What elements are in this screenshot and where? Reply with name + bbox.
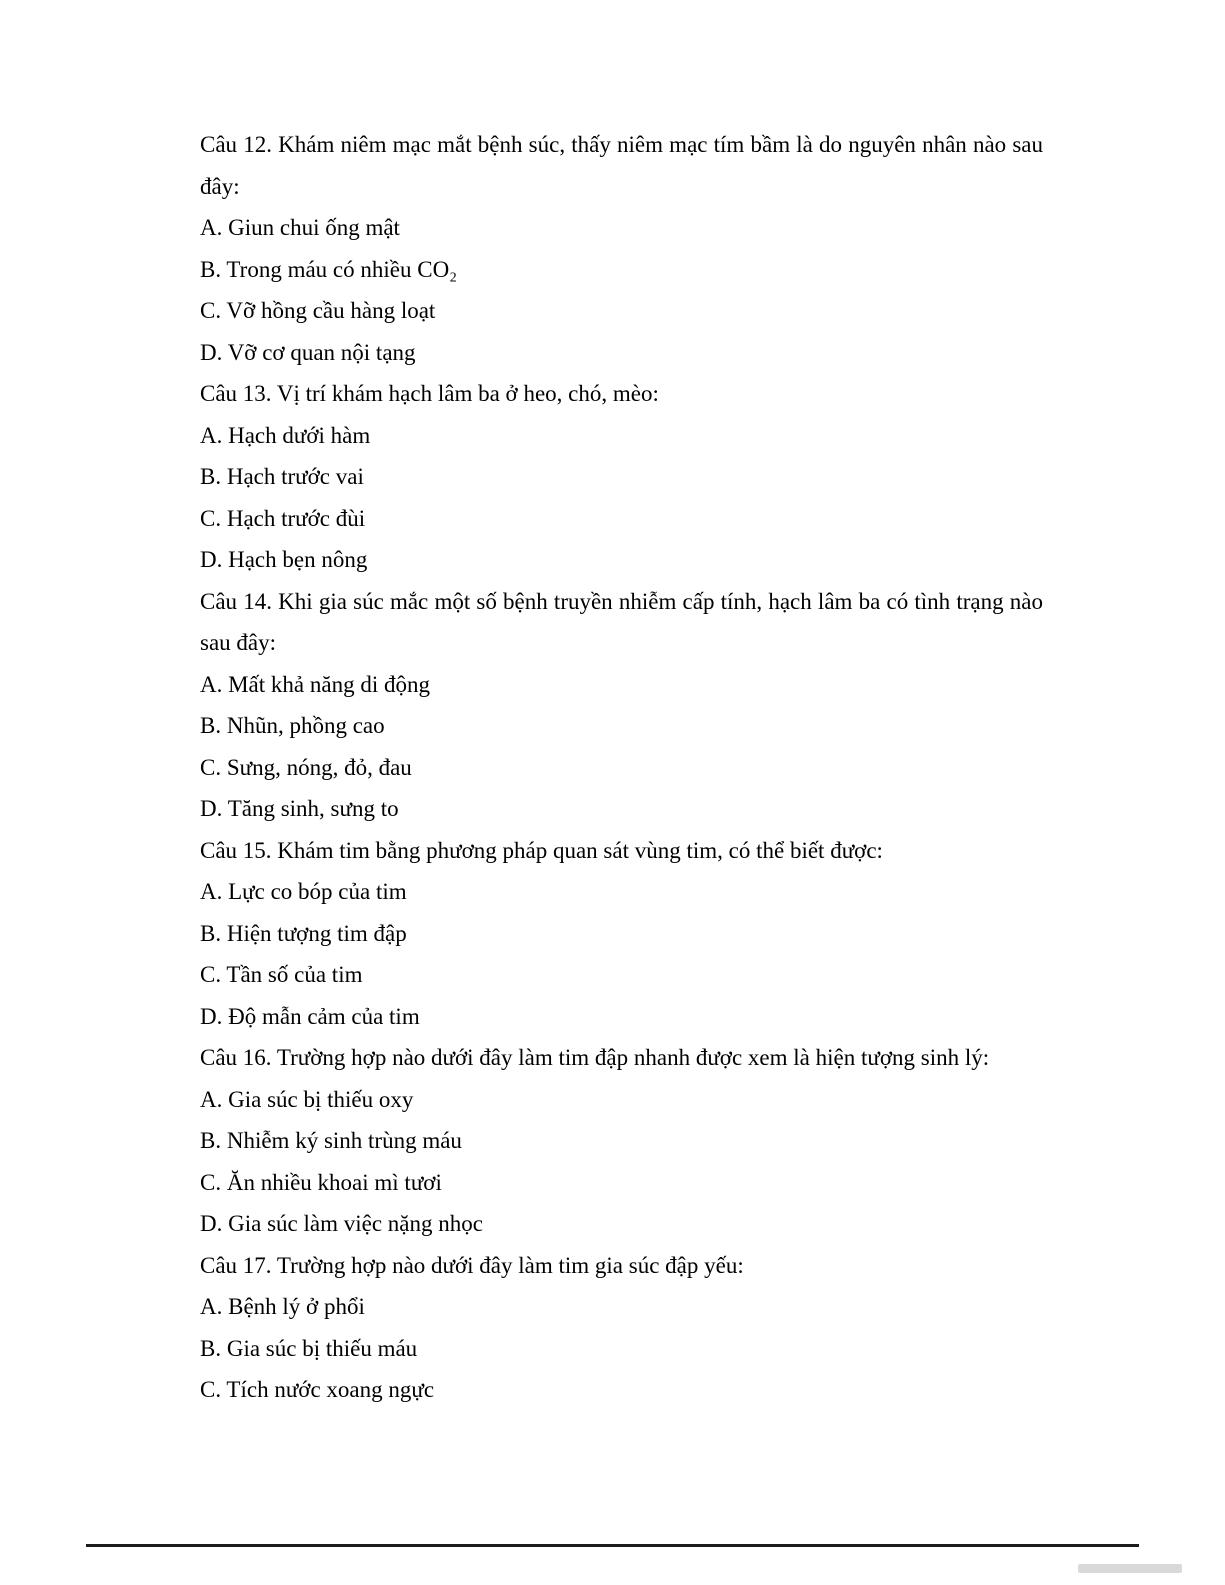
question-option: C. Sưng, nóng, đỏ, đau xyxy=(200,754,412,780)
question-option: A. Lực co bóp của tim xyxy=(200,879,407,904)
question-option: A. Mất khả năng di động xyxy=(200,671,430,697)
question-option: C. Tích nước xoang ngực xyxy=(200,1377,435,1402)
questions xyxy=(200,124,1043,1411)
question-stem: Câu 14. Khi gia súc mắc một số bệnh truyền nhiễm cấp tính, hạch lâm ba có tình trạng nào sau đây: xyxy=(200,588,1043,655)
question-option: C. Vỡ hồng cầu hàng loạt xyxy=(200,298,436,323)
question-option: D. Gia súc làm việc nặng nhọc xyxy=(200,1211,483,1236)
question-option: B. Nhiễm ký sinh trùng máu xyxy=(200,1128,462,1153)
footer-rule xyxy=(86,1544,1139,1547)
question-option: B. Trong máu có nhiều CO₂ xyxy=(200,256,458,282)
question-stem: Câu 16. Trường hợp nào dưới đây làm tim đập nhanh được xem là hiện tượng sinh lý: xyxy=(200,1045,990,1070)
question-option: D. Tăng sinh, sưng to xyxy=(200,796,399,821)
question-stem: Câu 13. Vị trí khám hạch lâm ba ở heo, chó, mèo: xyxy=(200,381,659,406)
question-option: C. Ăn nhiều khoai mì tươi xyxy=(200,1169,442,1195)
question-option: B. Hạch trước vai xyxy=(200,464,364,489)
question-option: D. Vỡ cơ quan nội tạng xyxy=(200,339,416,365)
question-option: D. Hạch bẹn nông xyxy=(200,547,368,572)
question-option: D. Độ mẫn cảm của tim xyxy=(200,1003,420,1029)
question-option: A. Gia súc bị thiếu oxy xyxy=(200,1086,414,1112)
question-option: C. Tần số của tim xyxy=(200,962,363,987)
question-option: B. Nhũn, phồng cao xyxy=(200,713,385,738)
question-block xyxy=(200,124,1043,373)
question-block xyxy=(200,581,1043,830)
question-stem: Câu 12. Khám niêm mạc mắt bệnh súc, thấy niêm mạc tím bầm là do nguyên nhân nào sau đây: xyxy=(200,132,1043,199)
question-option: A. Hạch dưới hàm xyxy=(200,422,371,448)
question-option: C. Hạch trước đùi xyxy=(200,505,366,531)
footer-fineprint xyxy=(1078,1564,1182,1573)
question-block xyxy=(200,373,1043,581)
question-option: A. Giun chui ống mật xyxy=(200,215,400,240)
question-option: B. Hiện tượng tim đập xyxy=(200,920,407,946)
question-block xyxy=(200,830,1043,1038)
question-option: B. Gia súc bị thiếu máu xyxy=(200,1335,418,1361)
question-option: A. Bệnh lý ở phổi xyxy=(200,1294,365,1319)
question-stem: Câu 17. Trường hợp nào dưới đây làm tim gia súc đập yếu: xyxy=(200,1252,744,1278)
question-block xyxy=(200,1037,1043,1245)
question-stem: Câu 15. Khám tim bằng phương pháp quan sát vùng tim, có thể biết được: xyxy=(200,837,883,863)
question-block xyxy=(200,1245,1043,1411)
